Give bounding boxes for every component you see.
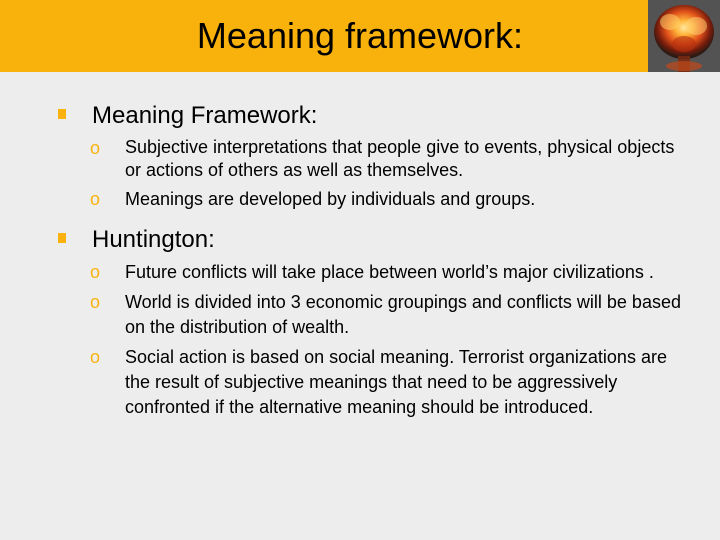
- explosion-icon: [648, 0, 720, 72]
- list-item-text: Meanings are developed by individuals and groups.: [125, 189, 536, 209]
- explosion-image: [648, 0, 720, 72]
- list-item: [58, 187, 683, 212]
- slide-title: Meaning framework:: [196, 15, 524, 56]
- circle-bullet-icon: o: [90, 292, 101, 312]
- square-bullet-icon: [58, 233, 66, 243]
- circle-bullet-icon: o: [90, 347, 101, 367]
- list-item-text: Subjective interpretations that people give to events, physical objects or actions of others as well as themselves.: [125, 137, 675, 180]
- section-heading-text: Meaning Framework:: [92, 102, 318, 129]
- list-item-text: Social action is based on social meaning. Terrorist organizations are the result of subjective meanings that need to be aggressively confronted if the alternative meaning should be introduced.: [125, 347, 667, 417]
- title-bar: [0, 0, 720, 72]
- section-heading: [58, 102, 683, 130]
- circle-bullet-icon: o: [90, 138, 101, 158]
- section-heading-text: Huntington:: [92, 226, 215, 253]
- list-item: [58, 290, 683, 340]
- list-item-text: World is divided into 3 economic groupings and conflicts will be based on the distribution of wealth.: [125, 292, 681, 337]
- square-bullet-icon: [58, 109, 66, 119]
- slide-body: [58, 102, 683, 420]
- section-heading: [58, 226, 683, 254]
- list-item: [58, 260, 683, 285]
- list-item-text: Future conflicts will take place between world’s major civilizations .: [125, 262, 654, 282]
- list-item: [58, 136, 683, 182]
- circle-bullet-icon: o: [90, 262, 101, 282]
- circle-bullet-icon: o: [90, 189, 101, 209]
- list-item: [58, 345, 683, 420]
